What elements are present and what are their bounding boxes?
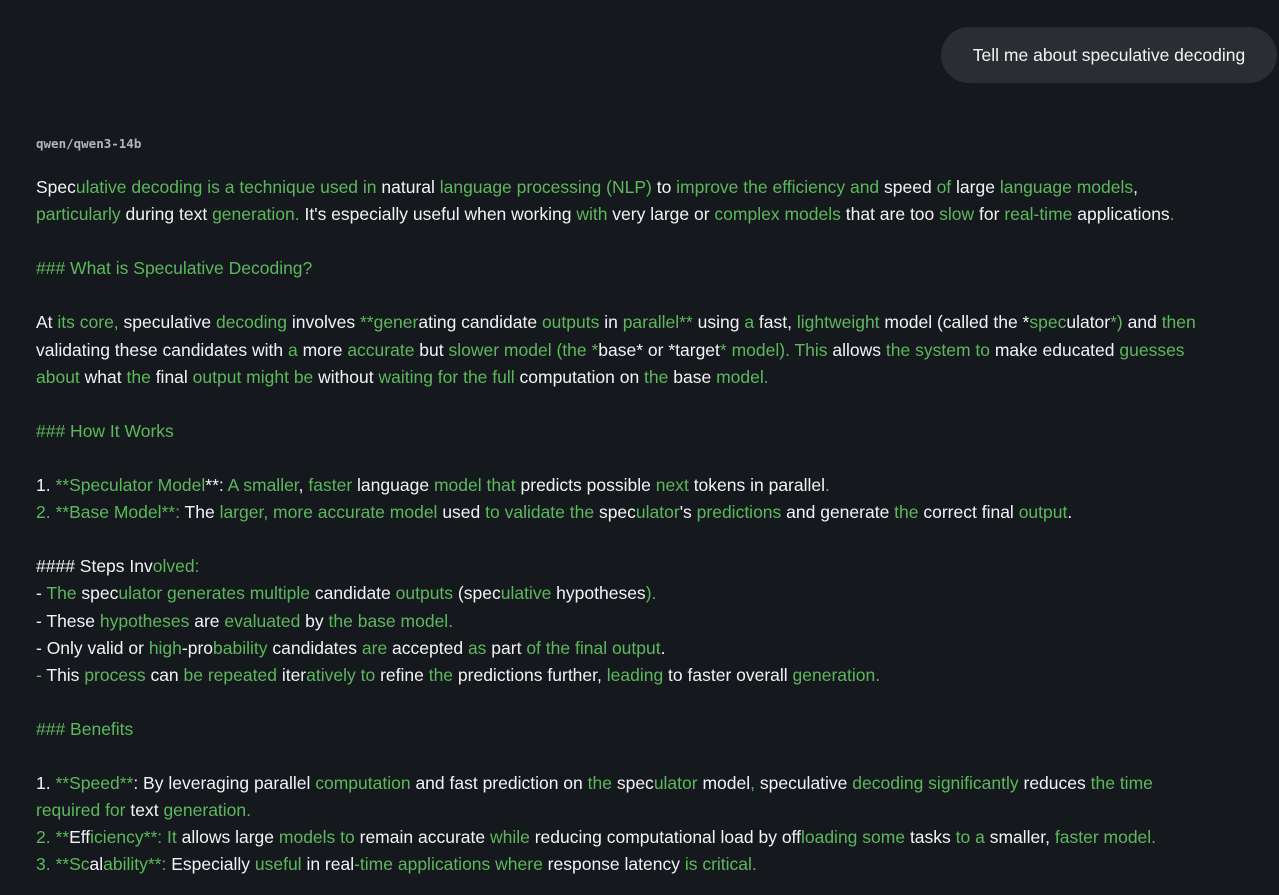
text-segment: next bbox=[655, 475, 694, 496]
text-segment: base* or *target bbox=[598, 339, 720, 360]
text-segment: and generate bbox=[786, 502, 895, 523]
text-segment: candidate bbox=[461, 312, 542, 333]
text-segment: accurate bbox=[347, 339, 420, 360]
text-segment: generation. bbox=[792, 664, 881, 685]
text-segment: , bbox=[1133, 177, 1138, 197]
text-segment: decoding significantly bbox=[852, 773, 1024, 794]
response-line bbox=[36, 851, 1266, 878]
text-segment: reducing computational load by off bbox=[534, 827, 801, 848]
text-segment: 3. **Sc bbox=[36, 854, 90, 875]
text-segment: smaller, bbox=[989, 827, 1055, 848]
text-segment: **Speculator Model bbox=[55, 475, 206, 496]
text-segment: lightweight bbox=[796, 312, 885, 333]
text-segment: improve the efficiency and bbox=[676, 177, 885, 197]
blank-line bbox=[36, 228, 1266, 255]
text-segment: the base model. bbox=[328, 610, 454, 631]
text-segment: models to bbox=[278, 827, 360, 848]
text-segment: and bbox=[1127, 312, 1162, 333]
text-segment: hypotheses bbox=[99, 610, 195, 631]
text-segment: . bbox=[660, 637, 666, 658]
text-segment: remain accurate bbox=[359, 827, 490, 848]
response-line bbox=[36, 201, 1266, 228]
text-segment: required for bbox=[36, 800, 131, 821]
text-segment: response latency bbox=[547, 854, 685, 875]
text-segment: validating these candidates with bbox=[36, 339, 288, 360]
text-segment: speed bbox=[884, 177, 937, 197]
text-segment: guesses bbox=[1119, 339, 1185, 360]
text-segment: Especially bbox=[171, 854, 255, 875]
text-segment: are bbox=[361, 637, 393, 658]
user-message-bubble: Tell me about speculative decoding bbox=[941, 27, 1277, 83]
text-segment: #### Steps Inv bbox=[36, 556, 153, 577]
text-segment: using bbox=[697, 312, 745, 333]
text-segment: the system to bbox=[885, 339, 995, 360]
text-segment: its core, bbox=[57, 312, 124, 333]
text-segment: - bbox=[36, 583, 47, 604]
text-segment: the bbox=[587, 773, 617, 794]
text-segment: tokens in parallel bbox=[693, 475, 826, 496]
text-segment: * model). This bbox=[719, 339, 833, 360]
text-segment: called the * bbox=[942, 312, 1030, 333]
text-segment: al bbox=[89, 854, 104, 875]
text-segment: while bbox=[489, 827, 535, 848]
text-segment: as bbox=[467, 637, 492, 658]
text-segment: . bbox=[1169, 204, 1175, 225]
text-segment: **: bbox=[205, 475, 228, 496]
text-segment: in real bbox=[306, 854, 355, 875]
text-segment: spec bbox=[598, 502, 636, 523]
blank-line bbox=[36, 689, 1266, 716]
text-segment: without bbox=[318, 366, 379, 387]
text-segment: then bbox=[1161, 312, 1196, 333]
text-segment: for bbox=[979, 204, 1005, 225]
text-segment: slower model (the * bbox=[448, 339, 599, 360]
text-segment: ### Benefits bbox=[36, 718, 134, 739]
text-segment: what bbox=[84, 366, 127, 387]
response-line bbox=[36, 770, 1266, 797]
response-line bbox=[36, 364, 1266, 391]
text-segment: The bbox=[184, 502, 220, 523]
text-segment: , bbox=[750, 773, 760, 794]
text-segment: iciency**: It bbox=[90, 827, 182, 848]
response-line bbox=[36, 418, 1266, 445]
text-segment: model bbox=[702, 773, 751, 794]
text-segment: ulator bbox=[653, 773, 703, 794]
text-segment: olved: bbox=[152, 556, 200, 577]
text-segment: - Only valid or bbox=[36, 637, 149, 658]
text-segment: 1. bbox=[36, 773, 56, 794]
blank-line bbox=[36, 445, 1266, 472]
text-segment: output might be bbox=[192, 366, 319, 387]
text-segment: 2. ** bbox=[36, 827, 70, 848]
text-segment: fast, bbox=[758, 312, 797, 333]
text-segment: ulator bbox=[1066, 312, 1111, 333]
text-segment: faster bbox=[308, 475, 358, 496]
text-segment: language models bbox=[999, 177, 1134, 197]
text-segment: ulator bbox=[635, 502, 680, 523]
text-segment: ulator generates multiple bbox=[118, 583, 315, 604]
text-segment: speculative bbox=[123, 312, 216, 333]
text-segment: of the final output bbox=[526, 637, 661, 658]
response-line bbox=[36, 309, 1266, 336]
text-segment: natural bbox=[381, 177, 440, 197]
response-line bbox=[36, 716, 1266, 743]
text-segment: candidate bbox=[314, 583, 396, 604]
text-segment: large bbox=[956, 177, 1000, 197]
text-segment: ### How It Works bbox=[36, 420, 174, 441]
text-segment: very large or bbox=[612, 204, 715, 225]
text-segment: -time applications where bbox=[354, 854, 548, 875]
text-segment: spec bbox=[81, 583, 119, 604]
response-line bbox=[36, 472, 1266, 499]
response-line bbox=[36, 255, 1266, 282]
response-line bbox=[36, 499, 1266, 526]
blank-line bbox=[36, 526, 1266, 553]
text-segment: the bbox=[894, 502, 924, 523]
text-segment: spec bbox=[616, 773, 654, 794]
text-segment: by bbox=[305, 610, 329, 631]
text-segment: allows large bbox=[181, 827, 279, 848]
text-segment: leading bbox=[606, 664, 669, 685]
text-segment: ulative bbox=[500, 583, 557, 604]
text-segment: refine bbox=[380, 664, 429, 685]
text-segment: about bbox=[36, 366, 85, 387]
text-segment: model. bbox=[716, 366, 769, 387]
text-segment: with bbox=[576, 204, 613, 225]
text-segment: larger, more accurate model bbox=[219, 502, 443, 523]
text-segment: particularly bbox=[36, 204, 126, 225]
text-segment: reduces bbox=[1023, 773, 1091, 794]
text-segment: faster model. bbox=[1054, 827, 1157, 848]
text-segment: the bbox=[644, 366, 674, 387]
text-segment: atively to bbox=[306, 664, 381, 685]
text-segment: , bbox=[298, 475, 309, 496]
text-segment: generation. bbox=[163, 800, 252, 821]
text-segment: spec bbox=[1029, 312, 1067, 333]
text-segment: hypotheses bbox=[556, 583, 646, 604]
text-segment: **gener bbox=[359, 312, 419, 333]
text-segment: : By leveraging parallel bbox=[133, 773, 316, 794]
text-segment: candidates bbox=[272, 637, 362, 658]
text-segment: ating bbox=[418, 312, 462, 333]
text-segment: to faster overall bbox=[668, 664, 793, 685]
text-segment: in bbox=[604, 312, 623, 333]
text-segment: a bbox=[744, 312, 759, 333]
text-segment: outputs bbox=[395, 583, 458, 604]
text-segment: real-time bbox=[1004, 204, 1078, 225]
text-segment: the bbox=[126, 366, 156, 387]
text-segment: used bbox=[442, 502, 486, 523]
text-segment: correct final bbox=[923, 502, 1019, 523]
model-name-label: qwen/qwen3-14b bbox=[36, 136, 142, 151]
text-segment: evaluated bbox=[224, 610, 306, 631]
text-segment: process bbox=[84, 664, 151, 685]
text-segment: the time bbox=[1090, 773, 1153, 794]
text-segment: be repeated bbox=[183, 664, 282, 685]
response-line bbox=[36, 662, 1266, 689]
text-segment: 2. **Base Model**: bbox=[36, 502, 185, 523]
text-segment: . bbox=[1067, 502, 1073, 523]
text-segment: to validate the bbox=[485, 502, 599, 523]
text-segment: Spec bbox=[36, 177, 76, 197]
blank-line bbox=[36, 282, 1266, 309]
text-segment: ). bbox=[645, 583, 657, 604]
text-segment: This bbox=[46, 664, 85, 685]
text-segment: are bbox=[194, 610, 225, 631]
text-segment: At bbox=[36, 312, 58, 333]
text-segment: applications bbox=[1077, 204, 1170, 225]
text-segment: of bbox=[936, 177, 957, 197]
text-segment: iter bbox=[281, 664, 307, 685]
text-segment: the bbox=[428, 664, 458, 685]
text-segment: language processing (NLP) bbox=[439, 177, 657, 197]
blank-line bbox=[36, 391, 1266, 418]
text-segment: 1. bbox=[36, 475, 56, 496]
blank-line bbox=[36, 743, 1266, 770]
text-segment: 's bbox=[679, 502, 697, 523]
response-line bbox=[36, 553, 1266, 580]
response-line bbox=[36, 608, 1266, 635]
text-segment: allows bbox=[832, 339, 886, 360]
text-segment: speculative bbox=[759, 773, 853, 794]
text-segment: ability**: bbox=[103, 854, 172, 875]
text-segment: - These bbox=[36, 610, 100, 631]
text-segment: more bbox=[302, 339, 348, 360]
text-segment: computation bbox=[315, 773, 416, 794]
text-segment: waiting for the full bbox=[378, 366, 520, 387]
text-segment: useful bbox=[254, 854, 307, 875]
response-line bbox=[36, 824, 1266, 851]
text-segment: model ( bbox=[884, 312, 943, 333]
response-line bbox=[36, 174, 1266, 201]
text-segment: predictions further, bbox=[457, 664, 607, 685]
text-segment: (spec bbox=[457, 583, 501, 604]
text-segment: A smaller bbox=[227, 475, 299, 496]
text-segment: -pro bbox=[181, 637, 214, 658]
assistant-response bbox=[36, 174, 1266, 878]
response-line bbox=[36, 580, 1266, 607]
text-segment: but bbox=[419, 339, 449, 360]
text-segment: model that bbox=[433, 475, 521, 496]
text-segment: to bbox=[656, 177, 677, 197]
text-segment: . bbox=[825, 475, 830, 496]
text-segment: can bbox=[150, 664, 184, 685]
text-segment: language bbox=[357, 475, 434, 496]
text-segment: is critical. bbox=[684, 854, 757, 875]
text-segment: during text bbox=[125, 204, 213, 225]
text-segment: final bbox=[155, 366, 193, 387]
text-segment: a bbox=[287, 339, 303, 360]
text-segment: **Speed** bbox=[55, 773, 134, 794]
text-segment: accepted bbox=[392, 637, 468, 658]
text-segment: ### What is Speculative Decoding? bbox=[36, 258, 313, 279]
text-segment: predicts possible bbox=[520, 475, 656, 496]
text-segment: base bbox=[673, 366, 717, 387]
text-segment: that are too bbox=[845, 204, 940, 225]
text-segment: predictions bbox=[696, 502, 787, 523]
text-segment: complex models bbox=[714, 204, 846, 225]
text-segment: decoding bbox=[215, 312, 292, 333]
text-segment: make educated bbox=[994, 339, 1120, 360]
text-segment: computation on bbox=[519, 366, 645, 387]
text-segment: output bbox=[1018, 502, 1068, 523]
text-segment: tasks bbox=[909, 827, 956, 848]
text-segment: parallel** bbox=[622, 312, 698, 333]
text-segment: to a bbox=[955, 827, 990, 848]
response-line bbox=[36, 635, 1266, 662]
text-segment: The bbox=[46, 583, 82, 604]
text-segment: *) bbox=[1110, 312, 1128, 333]
text-segment: Eff bbox=[69, 827, 91, 848]
text-segment: It's especially useful when working bbox=[304, 204, 577, 225]
response-line bbox=[36, 797, 1266, 824]
text-segment: part bbox=[491, 637, 527, 658]
text-segment: - bbox=[36, 664, 47, 685]
text-segment: outputs bbox=[541, 312, 605, 333]
text-segment: high bbox=[148, 637, 182, 658]
text-segment: generation. bbox=[212, 204, 305, 225]
text-segment: slow bbox=[939, 204, 980, 225]
text-segment: text bbox=[130, 800, 164, 821]
text-segment: and fast prediction on bbox=[415, 773, 588, 794]
text-segment: bability bbox=[213, 637, 273, 658]
text-segment: loading some bbox=[800, 827, 910, 848]
text-segment: ulative decoding is a technique used in bbox=[75, 177, 382, 197]
text-segment: involves bbox=[291, 312, 360, 333]
response-line bbox=[36, 337, 1266, 364]
